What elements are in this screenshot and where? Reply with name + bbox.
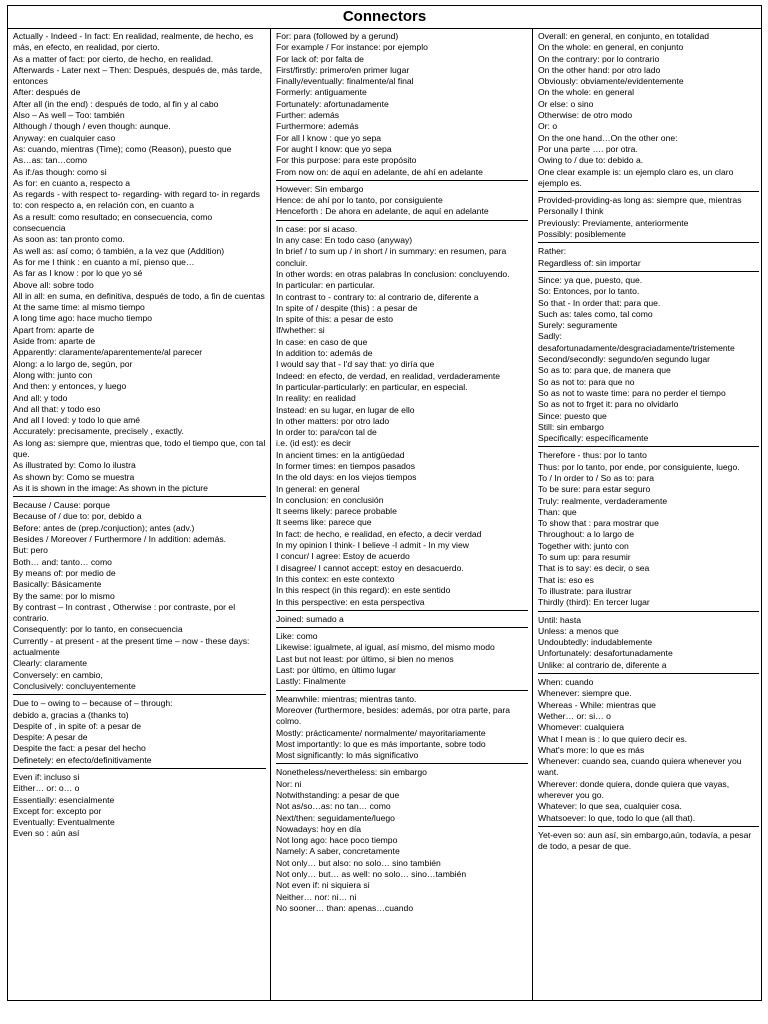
connector-entry: Last: por último, en último lugar: [276, 665, 396, 676]
connector-entry: Whatever: lo que sea, cualquier cosa.: [538, 801, 682, 812]
connector-entry: Second/secondly: segundo/en segundo lugar: [538, 354, 711, 365]
connector-entry: Both… and: tanto… como: [13, 556, 112, 567]
connector-group: [538, 31, 759, 189]
connector-entry: Accurately: precisamente, precisely , exactly.: [13, 426, 184, 437]
connector-entry: As a matter of fact: por cierto, de hecho, en realidad.: [13, 53, 214, 64]
connector-entry: By means of: por medio de: [13, 567, 116, 578]
connector-entry: As regards - with respect to- regarding- with regard to- in regards to: con respecto a, en relación con, en cuanto a: [13, 189, 260, 211]
group-separator: [538, 446, 759, 447]
connector-entry: In reality: en realidad: [276, 393, 356, 404]
connector-entry: As it is shown in the image: As shown in the picture: [13, 482, 208, 493]
connector-entry: Whenever: siempre que.: [538, 688, 632, 699]
connector-entry: First/firstly: primero/en primer lugar: [276, 64, 410, 75]
connector-entry: Along with: junto con: [13, 369, 93, 380]
connector-entry: Either… or: o… o: [13, 783, 80, 794]
connector-entry: For example / For instance: por ejemplo: [276, 42, 428, 53]
connector-entry: Last but not least: por último, si bien no menos: [276, 653, 454, 664]
connector-entry: In contrast to - contrary to: al contrario de, diferente a: [276, 291, 479, 302]
connector-entry: On the contrary: por lo contrario: [538, 53, 660, 64]
connector-entry: Definetely: en efecto/definitivamente: [13, 754, 152, 765]
connector-entry: Or: o: [538, 121, 558, 132]
group-separator: [538, 271, 759, 272]
connector-entry: But: pero: [13, 545, 48, 556]
connector-entry: And all: y todo: [13, 392, 68, 403]
connector-entry: Because / Cause: porque: [13, 500, 110, 511]
connector-group: [276, 694, 528, 762]
connector-entry: Provided-providing-as long as: siempre que, mientras: [538, 195, 742, 206]
connector-entry: Yet-even so: aun así, sin embargo,aún, todavía, a pesar de todo, a pesar de que.: [538, 829, 752, 852]
column-3: [532, 29, 763, 1000]
connector-entry: Not long ago: hace poco tiempo: [276, 835, 398, 846]
connector-entry: Obviously: obviamente/evidentemente: [538, 76, 684, 87]
connector-entry: Also – As well – Too: también: [13, 110, 125, 121]
connector-entry: A long time ago: hace mucho tiempo: [13, 313, 153, 324]
connector-entry: I disagree/ I cannot accept: estoy en desacuerdo.: [276, 562, 464, 573]
connector-entry: Not even if: ni siquiera si: [276, 880, 370, 891]
connector-entry: In any case: En todo caso (anyway): [276, 235, 413, 246]
connector-entry: To be sure: para estar seguro: [538, 484, 651, 495]
connector-group: [276, 631, 528, 687]
group-separator: [276, 610, 528, 611]
group-separator: [276, 627, 528, 628]
connector-entry: As illustrated by: Como lo ilustra: [13, 460, 136, 471]
connector-entry: debido a, gracias a (thanks to): [13, 709, 129, 720]
connector-entry: To illustrate: para ilustrar: [538, 585, 632, 596]
connector-group: [276, 224, 528, 608]
connector-entry: So as not to waste time: para no perder el tiempo: [538, 387, 726, 398]
connector-entry: Due to – owing to – because of – through:: [13, 698, 173, 709]
connector-entry: Owing to / due to: debido a.: [538, 155, 644, 166]
connector-entry: In particular: en particular.: [276, 280, 375, 291]
connector-entry: Whatsoever: lo que, todo lo que (all that).: [538, 812, 696, 823]
connector-entry: Rather:: [538, 246, 567, 257]
connector-entry: So as not to: para que no: [538, 376, 635, 387]
connector-entry: Not only… but also: no solo… sino también: [276, 857, 441, 868]
connector-entry: As well as: así como; ó también, a la vez que (Addition): [13, 245, 225, 256]
connector-entry: In my opinion I think- I believe -I admit - In my view: [276, 540, 469, 551]
connector-entry: Besides / Moreover / Furthermore / In addition: además.: [13, 534, 227, 545]
connector-entry: After: después de: [13, 87, 81, 98]
connector-entry: Wether… or: si… o: [538, 710, 611, 721]
connector-group: [13, 31, 266, 494]
connector-entry: In spite of / despite (this) : a pesar de: [276, 302, 418, 313]
connector-entry: As far as I know : por lo que yo sé: [13, 268, 143, 279]
connector-entry: Since: ya que, puesto, que.: [538, 274, 643, 285]
connector-entry: In case: en caso de que: [276, 336, 368, 347]
connector-entry: That is: eso es: [538, 574, 594, 585]
connector-entry: As a result: como resultado; en consecuencia, como consecuencia: [13, 211, 213, 234]
connector-entry: Possibly: posiblemente: [538, 229, 626, 240]
connector-entry: Even if: incluso si: [13, 772, 80, 782]
connector-entry: In brief / to sum up / in short / in summary: en resumen, para concluir.: [276, 246, 507, 268]
connector-entry: Like: como: [276, 631, 318, 642]
connector-entry: In spite of this: a pesar de esto: [276, 314, 394, 325]
connector-entry: In ancient times: en la antigüedad: [276, 449, 405, 460]
group-separator: [538, 611, 759, 612]
connector-group: [13, 500, 266, 692]
connector-entry: Thus: por lo tanto, por ende, por consiguiente, luego.: [538, 461, 740, 472]
connector-entry: By contrast – In contrast , Otherwise : por contraste, por el contrario.: [13, 601, 236, 624]
connector-group: [276, 31, 528, 178]
connector-entry: In fact: de hecho, e realidad, en efecto, a decir verdad: [276, 528, 482, 539]
connector-entry: Unless: a menos que: [538, 625, 619, 636]
connector-entry: In the old days: en los viejos tiempos: [276, 472, 417, 483]
connector-entry: Notwithstanding: a pesar de que: [276, 790, 400, 800]
connector-entry: And then: y entonces, y luego: [13, 381, 127, 392]
connector-group: [276, 184, 528, 218]
connector-entry: Unlike: al contrario de, diferente a: [538, 659, 667, 670]
connector-entry: Even so : aún así: [13, 828, 80, 839]
connector-entry: Not as/so…as: no tan… como: [276, 801, 391, 812]
connector-entry: Until: hasta: [538, 614, 581, 625]
connector-entry: As…as: tan…como: [13, 155, 88, 166]
connector-entry: On the whole: en general: [538, 87, 635, 98]
group-separator: [538, 191, 759, 192]
connector-entry: If/whether: si: [276, 325, 325, 336]
column-2: [270, 29, 532, 1000]
connector-entry: I would say that - I'd say that: yo diría que: [276, 359, 435, 370]
connector-entry: Nonetheless/nevertheless: sin embargo: [276, 767, 427, 778]
group-separator: [13, 496, 266, 497]
connector-entry: Most importantly: lo que es más importante, sobre todo: [276, 738, 486, 749]
connector-entry: Despite of , in spite of: a pesar de: [13, 720, 142, 731]
connector-entry: Essentially: esencialmente: [13, 794, 115, 805]
group-separator: [276, 763, 528, 764]
connector-entry: I concur/ I agree: Estoy de acuerdo: [276, 551, 410, 562]
connector-entry: To show that : para mostrar que: [538, 518, 659, 529]
connector-entry: In this respect (in this regard): en este sentido: [276, 585, 451, 596]
connector-entry: Or else: o sino: [538, 98, 594, 109]
connector-group: [538, 246, 759, 269]
connector-entry: Except for: excepto por: [13, 805, 102, 816]
connector-entry: Wherever: donde quiera, donde quiera que vayas, wherever you go.: [538, 778, 730, 800]
connector-entry: Meanwhile: mientras; mientras tanto.: [276, 693, 417, 704]
connector-entry: In former times: en tiempos pasados: [276, 460, 415, 471]
connector-entry: In other matters: por otro lado: [276, 415, 390, 426]
connector-entry: Sadly: desafortunadamente/desgraciadamente/tristemente: [538, 331, 735, 353]
connector-entry: It seems likely: parece probable: [276, 506, 397, 517]
connector-group: [276, 767, 528, 914]
connector-entry: Despite: A pesar de: [13, 732, 88, 743]
connector-entry: Eventually: Eventualmente: [13, 817, 115, 828]
connector-entry: Than: que: [538, 506, 577, 517]
connector-entry: On the one hand…On the other one:: [538, 132, 678, 143]
connector-entry: Whenever: cuando sea, cuando quiera whenever you want.: [538, 756, 742, 778]
connector-entry: As for: en cuanto a, respecto a: [13, 177, 131, 188]
columns: [8, 29, 761, 1000]
connector-entry: To / In order to / So as to: para: [538, 472, 655, 483]
connector-entry: Nor: ni: [276, 778, 302, 789]
connector-entry: In addition to: además de: [276, 348, 373, 359]
connector-entry: So as to: para que, de manera que: [538, 365, 671, 376]
connector-entry: Because of / due to: por, debido a: [13, 511, 142, 522]
connector-entry: Personally I think: [538, 206, 604, 217]
connector-entry: Whereas - While: mientras que: [538, 699, 656, 710]
group-separator: [276, 690, 528, 691]
connector-entry: From now on: de aquí en adelante, de ahí en adelante: [276, 166, 483, 177]
connector-group: [538, 830, 759, 853]
connector-entry: For lack of: por falta de: [276, 53, 364, 64]
connector-entry: In conclusion: en conclusión: [276, 494, 384, 505]
group-separator: [538, 673, 759, 674]
connector-group: [538, 450, 759, 608]
connector-entry: Conversely: en cambio,: [13, 669, 103, 680]
connector-entry: However: Sin embargo: [276, 183, 364, 194]
connector-entry: Apparently: claramente/aparentemente/al parecer: [13, 347, 203, 358]
connector-group: [538, 615, 759, 671]
connector-entry: On the other hand: por otro lado: [538, 64, 661, 75]
connector-entry: Finally/eventually: finalmente/al final: [276, 76, 414, 87]
connector-entry: So: Entonces, por lo tanto.: [538, 286, 640, 297]
connector-entry: Along: a lo largo de, según, por: [13, 358, 133, 369]
connector-entry: Conclusively: concluyentemente: [13, 680, 136, 691]
connector-entry: Clearly: claramente: [13, 658, 88, 669]
connector-entry: In case: por si acaso.: [276, 223, 358, 234]
connector-entry: Moreover (furthermore, besides: además, por otra parte, para colmo.: [276, 704, 511, 727]
connector-entry: Aside from: aparte de: [13, 336, 96, 347]
connector-entry: As shown by: Como se muestra: [13, 471, 135, 482]
connector-entry: Consequently: por lo tanto, en consecuencia: [13, 624, 183, 635]
connector-entry: Regardless of: sin importar: [538, 257, 641, 268]
connector-entry: Neither… nor: ni… ni: [276, 891, 357, 902]
connector-entry: Mostly: prácticamente/ normalmente/ mayoritariamente: [276, 727, 486, 738]
connector-entry: Formerly: antiguamente: [276, 87, 367, 98]
connector-entry: In this perspective: en esta perspectiva: [276, 596, 425, 607]
connector-group: [13, 772, 266, 840]
connector-entry: Likewise: igualmete, al igual, así mismo, del mismo modo: [276, 642, 495, 653]
connector-entry: For aught I know: que yo sepa: [276, 143, 392, 154]
connector-entry: Next/then: seguidamente/luego: [276, 812, 395, 823]
connector-entry: As soon as: tan pronto como.: [13, 234, 125, 245]
connector-entry: Hence: de ahí por lo tanto, por consiguiente: [276, 195, 443, 206]
page-title: Connectors: [8, 6, 761, 29]
connector-entry: Whomever: cualquiera: [538, 722, 624, 733]
connector-group: [538, 275, 759, 444]
connector-entry: Overall: en general, en conjunto, en totalidad: [538, 31, 710, 41]
connector-entry: As: cuando, mientras (Time); como (Reason), puesto que: [13, 143, 232, 154]
connector-entry: When: cuando: [538, 677, 594, 688]
connector-entry: As if:/as though: como si: [13, 166, 107, 177]
connector-entry: Indeed: en efecto, de verdad, en realidad, verdaderamente: [276, 370, 501, 381]
connector-group: [13, 698, 266, 766]
connector-entry: What I mean is : lo que quiero decir es.: [538, 733, 688, 744]
connector-entry: Previously: Previamente, anteriormente: [538, 217, 689, 228]
connector-entry: Thirdly (third): En tercer lugar: [538, 597, 650, 608]
column-1: [8, 29, 270, 1000]
connector-entry: Since: puesto que: [538, 410, 607, 421]
connector-entry: Further: además: [276, 110, 340, 121]
connector-entry: In order to: para/con tal de: [276, 427, 377, 438]
connector-entry: Before: antes de (prep./conjuction); antes (adv.): [13, 522, 195, 533]
connector-entry: For this purpose: para este propósito: [276, 155, 417, 166]
connector-entry: On the whole: en general, en conjunto: [538, 42, 684, 53]
connector-entry: To sum up: para resumir: [538, 552, 631, 563]
connector-entry: Still: sin embargo: [538, 421, 604, 432]
connector-entry: No sooner… than: apenas…cuando: [276, 902, 414, 913]
connector-entry: All in all: en suma, en definitiva, después de todo, a fin de cuentas: [13, 290, 265, 301]
connector-entry: Nowadays: hoy en día: [276, 823, 362, 834]
connector-entry: Despite the fact: a pesar del hecho: [13, 743, 146, 754]
connector-entry: As for me I think : en cuanto a mí, pienso que…: [13, 256, 195, 267]
connector-entry: Instead: en su lugar, en lugar de ello: [276, 404, 415, 415]
connector-entry: In general: en general: [276, 483, 360, 494]
connector-entry: Anyway: en cualquier caso: [13, 132, 116, 143]
connector-entry: In other words: en otras palabras In conclusion: concluyendo.: [276, 268, 510, 279]
connector-entry: So as not to frget it: para no olvidarlo: [538, 399, 679, 410]
connector-entry: Not only… but… as well: no solo… sino…también: [276, 869, 467, 880]
connector-entry: Such as: tales como, tal como: [538, 308, 653, 319]
connector-entry: Otherwise: de otro modo: [538, 110, 633, 121]
group-separator: [538, 242, 759, 243]
connector-entry: Most significantly: lo más significativo: [276, 750, 419, 761]
connector-entry: Undoubtedly: indudablemente: [538, 637, 653, 648]
connector-entry: Specifically: específicamente: [538, 433, 649, 444]
group-separator: [13, 768, 266, 769]
connector-entry: After all (in the end) : después de todo, al fin y al cabo: [13, 98, 219, 109]
connector-entry: Furthermore: además: [276, 121, 359, 132]
connector-entry: Above all: sobre todo: [13, 279, 94, 290]
connector-group: [538, 195, 759, 240]
group-separator: [276, 220, 528, 221]
connector-entry: So that - In order that: para que.: [538, 297, 661, 308]
connector-entry: At the same time: al mismo tiempo: [13, 302, 145, 313]
connector-entry: For: para (followed by a gerund): [276, 31, 399, 41]
group-separator: [13, 694, 266, 695]
connector-entry: Unfortunately: desafortunadamente: [538, 648, 673, 659]
connector-entry: It seems like: parece que: [276, 517, 372, 528]
connector-entry: Fortunately: afortunadamente: [276, 98, 389, 109]
connector-entry: Por una parte …. por otra.: [538, 143, 638, 154]
connector-entry: Surely: seguramente: [538, 320, 618, 331]
connector-entry: Basically: Básicamente: [13, 579, 102, 590]
connector-entry: For all I know : que yo sepa: [276, 132, 382, 143]
connector-entry: Truly: realmente, verdaderamente: [538, 495, 668, 506]
connector-entry: i.e. (id est): es decir: [276, 438, 351, 449]
connector-entry: Therefore - thus: por lo tanto: [538, 450, 647, 461]
connector-group: [538, 677, 759, 824]
connector-entry: Currently - at present - at the present time – now - these days: actualmente: [13, 635, 250, 658]
group-separator: [538, 826, 759, 827]
connector-entry: And all that: y todo eso: [13, 403, 101, 414]
connector-entry: Actually - Indeed - In fact: En realidad, realmente, de hecho, es más, en efecto, en realidad, por cierto.: [13, 31, 254, 53]
connector-entry: In particular-particularly: en particular, en especial.: [276, 381, 468, 392]
connector-entry: Apart from: aparte de: [13, 324, 95, 335]
connector-entry: Henceforth : De ahora en adelante, de aquí en adelante: [276, 206, 489, 217]
connector-entry: Afterwards - Later next – Then: Después, después de, más tarde, entonces: [13, 64, 263, 87]
connectors-sheet: [7, 5, 762, 1001]
connector-entry: As long as: siempre que, mientras que, todo el tiempo que, con tal que.: [13, 437, 266, 459]
connector-entry: In this contex: en este contexto: [276, 573, 395, 584]
connector-entry: Joined: sumado a: [276, 613, 344, 624]
connector-entry: Together with: junto con: [538, 540, 629, 551]
connector-entry: By the same: por lo mismo: [13, 590, 115, 601]
connector-entry: Throughout: a lo largo de: [538, 529, 635, 540]
connector-group: [276, 614, 528, 625]
connector-entry: One clear example is: un ejemplo claro es, un claro ejemplo es.: [538, 166, 734, 188]
connector-entry: Although / though / even though: aunque.: [13, 121, 171, 132]
connector-entry: Lastly: Finalmente: [276, 676, 346, 687]
connector-entry: What's more: lo que es más: [538, 744, 645, 755]
group-separator: [276, 180, 528, 181]
connector-entry: And all I loved: y todo lo que amé: [13, 415, 141, 426]
connector-entry: That is to say: es decir, o sea: [538, 563, 650, 574]
connector-entry: Namely: A saber, concretamente: [276, 846, 400, 857]
